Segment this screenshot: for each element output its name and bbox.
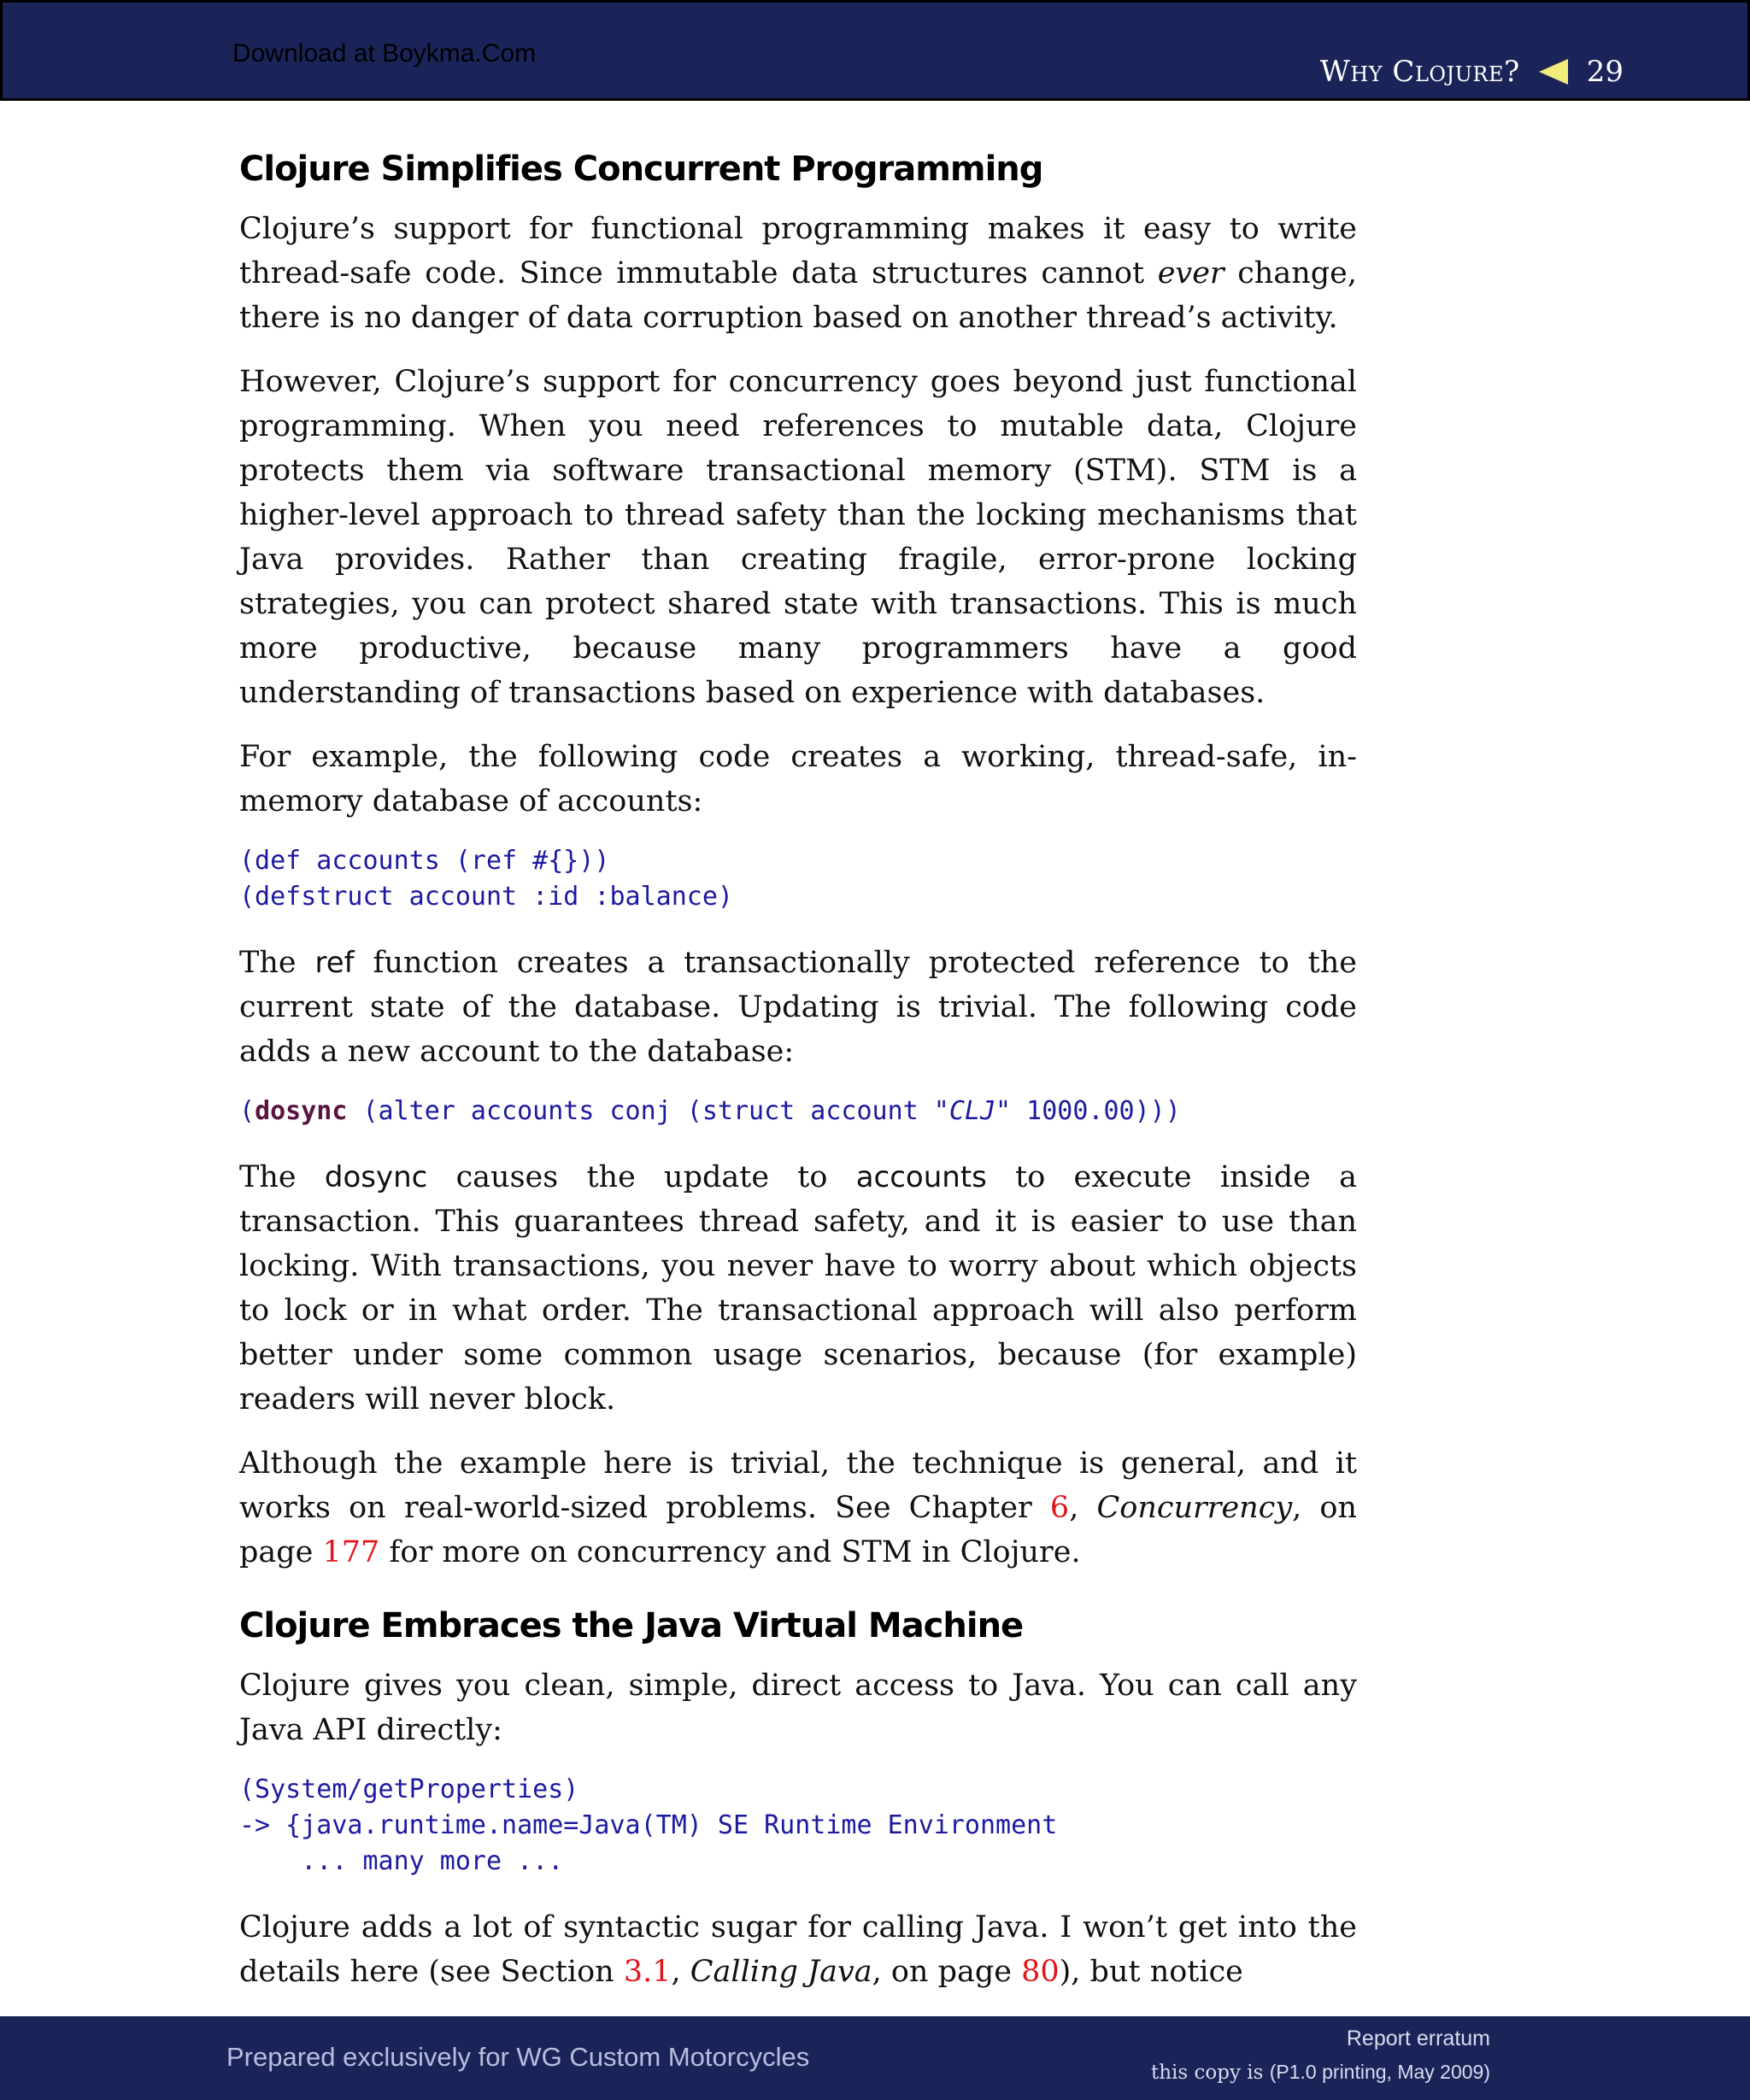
- text-run: for more on concurrency and STM in Clojure.: [379, 1535, 1081, 1569]
- section-heading-concurrency: Clojure Simplifies Concurrent Programming: [239, 150, 1043, 189]
- previous-page-triangle-icon[interactable]: [1539, 59, 1568, 85]
- section-title: Calling Java: [690, 1955, 872, 1989]
- code-keyword: dosync: [255, 1096, 348, 1126]
- inline-code-ref: ref: [314, 946, 355, 980]
- page-number: 29: [1586, 55, 1624, 89]
- code-block-dosync: [239, 1094, 1357, 1129]
- text-run: The: [239, 1160, 325, 1194]
- inline-code-dosync: dosync: [324, 1160, 428, 1194]
- report-erratum-link[interactable]: Report erratum: [1346, 2027, 1490, 2050]
- text-run: ,: [1069, 1491, 1097, 1525]
- code-token: (: [239, 1096, 255, 1126]
- code-line: (defstruct account :id :balance): [239, 882, 733, 912]
- chapter-link[interactable]: 6: [1049, 1491, 1070, 1525]
- text-run: ,: [671, 1955, 690, 1989]
- text-run: to execute inside a transaction. This guarantees thread safety, and it is easier to use than locking. With transactions, you never have to worry about which objects to lock or in what order. The transactional approach will also perform better under some common usage scenarios, because (for example) readers will never block.: [239, 1160, 1357, 1417]
- paragraph: [239, 1155, 1357, 1422]
- code-line: -> {java.runtime.name=Java(TM) SE Runtime Environment: [239, 1810, 1058, 1840]
- code-token: (alter accounts conj (struct account: [347, 1096, 934, 1126]
- code-line: (System/getProperties): [239, 1774, 579, 1804]
- running-head: [1320, 51, 1624, 92]
- prepared-for-note: Prepared exclusively for WG Custom Motorcycles: [226, 2042, 810, 2072]
- code-block-accounts: [239, 843, 1357, 915]
- running-head-title: Why Clojure?: [1319, 55, 1520, 89]
- code-line: ... many more ...: [239, 1846, 564, 1876]
- page-content: [239, 144, 1357, 2014]
- printing-prefix: this copy is: [1150, 2062, 1270, 2084]
- paragraph: [239, 1441, 1357, 1575]
- section-heading-jvm: Clojure Embraces the Java Virtual Machine: [239, 1606, 1024, 1645]
- paragraph: However, Clojure’s support for concurrency goes beyond just functional programming. When you need references to mutable data, Clojure protects them via software transactional memory (STM). STM is a higher-level approach to thread safety than the locking mechanisms that Java provides. Rather than creating fragile, error-prone locking strategies, you can protect shared state with transactions. This is much more productive, because many programmers have a good understanding of transactions based on experience with databases.: [239, 365, 1357, 710]
- code-line: (def accounts (ref #{})): [239, 846, 610, 876]
- chapter-title: Concurrency: [1096, 1491, 1293, 1525]
- paragraph: For example, the following code creates a working, thread-safe, in-memory database of accounts:: [239, 740, 1357, 818]
- printing-edition: (P1.0 printing, May 2009): [1269, 2061, 1490, 2083]
- code-token: 1000.00))): [1011, 1096, 1181, 1126]
- text-run: Clojure’s support for functional programming makes it easy to write thread-safe code. Since immutable data structures cannot: [239, 212, 1357, 290]
- code-string: "CLJ": [933, 1096, 1012, 1126]
- download-note: Download at Boykma.Com: [232, 39, 537, 67]
- section-link[interactable]: 3.1: [623, 1955, 672, 1989]
- paragraph: Clojure gives you clean, simple, direct access to Java. You can call any Java API directly:: [239, 1669, 1357, 1747]
- text-run: Although the example here is trivial, the technique is general, and it works on real-world-sized problems. See Chapter: [239, 1446, 1357, 1525]
- text-run: , on page: [239, 1491, 1357, 1569]
- emphasis-text: ever: [1157, 256, 1224, 290]
- text-run: The: [239, 946, 315, 980]
- text-run: ), but notice: [1059, 1955, 1243, 1989]
- inline-code-accounts: accounts: [855, 1160, 987, 1194]
- paragraph: [239, 207, 1357, 340]
- text-run: change, there is no danger of data corruption based on another thread’s activity.: [239, 256, 1357, 335]
- text-run: , on page: [872, 1955, 1022, 1989]
- text-run: causes the update to: [427, 1160, 856, 1194]
- text-run: function creates a transactionally protected reference to the current state of the database. Updating is trivial. The following code adds a new account to the database:: [239, 946, 1357, 1069]
- text-run: Clojure adds a lot of syntactic sugar for calling Java. I won’t get into the details here (see Section: [239, 1910, 1357, 1989]
- code-block-java: [239, 1772, 1357, 1880]
- paragraph: [239, 941, 1357, 1074]
- paragraph: [239, 1905, 1357, 1994]
- page-link[interactable]: 80: [1021, 1955, 1060, 1989]
- page-link[interactable]: 177: [322, 1535, 380, 1569]
- printing-info: [1151, 2061, 1490, 2084]
